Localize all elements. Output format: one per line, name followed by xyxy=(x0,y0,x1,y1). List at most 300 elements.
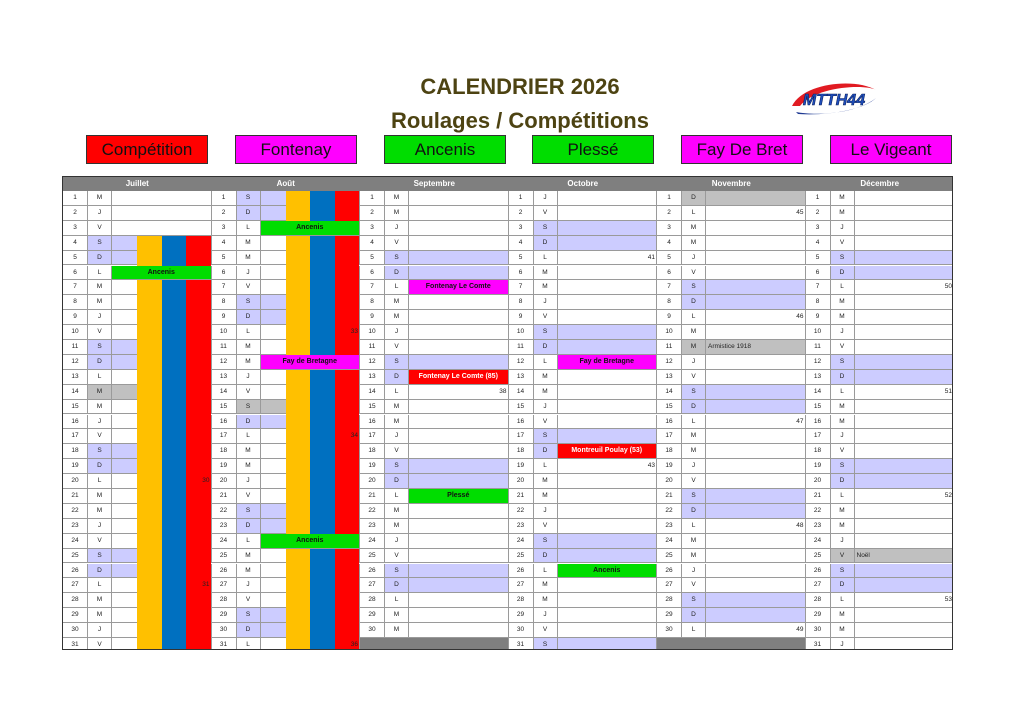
day-number: 4 xyxy=(212,236,237,251)
day-event-cell xyxy=(558,385,658,400)
holiday-note: Armistice 1918 xyxy=(708,343,751,350)
day-event-cell xyxy=(558,519,658,534)
day-event-cell xyxy=(855,623,954,638)
day-event-cell xyxy=(855,251,954,266)
day-event-cell xyxy=(855,415,954,430)
week-number: 52 xyxy=(944,492,952,499)
day-event-cell xyxy=(409,310,509,325)
day-event-cell xyxy=(706,608,806,623)
day-letter: L xyxy=(534,459,558,474)
day-number: 26 xyxy=(63,564,88,579)
day-letter: V xyxy=(682,266,706,281)
day-number: 17 xyxy=(63,429,88,444)
day-letter: S xyxy=(534,221,558,236)
day-number: 29 xyxy=(360,608,385,623)
day-number: 26 xyxy=(212,564,237,579)
day-number: 28 xyxy=(63,593,88,608)
day-number: 14 xyxy=(63,385,88,400)
day-event-cell xyxy=(855,638,954,650)
day-number: 19 xyxy=(63,459,88,474)
title-line-2: Roulages / Compétitions xyxy=(391,108,649,133)
day-number: 8 xyxy=(657,295,682,310)
day-number: 9 xyxy=(509,310,534,325)
day-event-cell xyxy=(558,534,658,549)
day-number: 24 xyxy=(212,534,237,549)
day-letter: D xyxy=(385,266,409,281)
day-letter: L xyxy=(831,489,855,504)
day-letter: M xyxy=(88,400,112,415)
day-event-cell xyxy=(558,221,658,236)
day-number: 24 xyxy=(360,534,385,549)
day-event-cell xyxy=(558,578,658,593)
day-letter: M xyxy=(831,310,855,325)
day-number: 9 xyxy=(360,310,385,325)
day-number: 29 xyxy=(212,608,237,623)
day-number: 13 xyxy=(360,370,385,385)
day-event-cell xyxy=(706,325,806,340)
day-letter: M xyxy=(88,608,112,623)
day-event-cell xyxy=(558,474,658,489)
day-letter: S xyxy=(237,504,261,519)
day-letter: S xyxy=(534,534,558,549)
day-event-cell xyxy=(855,355,954,370)
day-number: 15 xyxy=(806,400,831,415)
legend-item-3: Plessé xyxy=(532,135,654,164)
day-number: 9 xyxy=(806,310,831,325)
day-letter: J xyxy=(831,638,855,650)
day-number: 1 xyxy=(657,191,682,206)
day-event-cell xyxy=(706,444,806,459)
day-number: 18 xyxy=(657,444,682,459)
day-number: 17 xyxy=(657,429,682,444)
day-event-cell xyxy=(706,355,806,370)
day-number: 3 xyxy=(657,221,682,236)
day-number: 19 xyxy=(509,459,534,474)
day-number: 10 xyxy=(212,325,237,340)
day-number: 29 xyxy=(509,608,534,623)
day-event-cell xyxy=(409,504,509,519)
day-letter: M xyxy=(88,295,112,310)
event-label: Ancenis xyxy=(261,534,361,549)
day-letter: D xyxy=(385,474,409,489)
day-letter: M xyxy=(385,519,409,534)
day-letter: D xyxy=(237,310,261,325)
day-number: 7 xyxy=(63,280,88,295)
day-number: 27 xyxy=(509,578,534,593)
day-number: 30 xyxy=(360,623,385,638)
day-number: 22 xyxy=(657,504,682,519)
day-letter: M xyxy=(385,295,409,310)
day-letter: D xyxy=(237,623,261,638)
day-letter: V xyxy=(682,578,706,593)
day-letter: M xyxy=(831,608,855,623)
day-number: 20 xyxy=(657,474,682,489)
day-letter: J xyxy=(534,608,558,623)
title-line-1: CALENDRIER 2026 xyxy=(420,74,620,99)
day-letter: S xyxy=(682,489,706,504)
day-letter: J xyxy=(385,325,409,340)
event-label: Ancenis xyxy=(261,221,361,236)
day-number: 26 xyxy=(657,564,682,579)
day-letter: J xyxy=(682,564,706,579)
day-number: 2 xyxy=(63,206,88,221)
week-number: 41 xyxy=(647,253,655,261)
day-event-cell xyxy=(855,266,954,281)
day-event-cell xyxy=(409,355,509,370)
day-letter: V xyxy=(385,444,409,459)
day-event-cell xyxy=(409,429,509,444)
day-number: 27 xyxy=(806,578,831,593)
day-event-cell xyxy=(855,191,954,206)
day-letter: L xyxy=(385,385,409,400)
day-event-cell xyxy=(558,429,658,444)
day-event-cell xyxy=(855,564,954,579)
day-number: 30 xyxy=(212,623,237,638)
day-event-cell xyxy=(409,221,509,236)
day-letter: J xyxy=(385,221,409,236)
day-event-cell xyxy=(558,310,658,325)
day-number: 28 xyxy=(509,593,534,608)
day-event-cell xyxy=(112,221,212,236)
day-letter: M xyxy=(831,191,855,206)
day-letter: M xyxy=(534,474,558,489)
day-letter: D xyxy=(831,370,855,385)
day-event-cell xyxy=(409,325,509,340)
day-letter: L xyxy=(682,310,706,325)
day-letter: L xyxy=(237,325,261,340)
day-letter: L xyxy=(831,385,855,400)
day-letter: S xyxy=(237,191,261,206)
day-number: 15 xyxy=(657,400,682,415)
day-event-cell xyxy=(409,206,509,221)
day-number: 21 xyxy=(212,489,237,504)
day-number: 26 xyxy=(509,564,534,579)
week-number: 43 xyxy=(647,462,655,470)
day-letter: J xyxy=(237,266,261,281)
day-number: 10 xyxy=(360,325,385,340)
day-number: 8 xyxy=(212,295,237,310)
day-number: 16 xyxy=(360,415,385,430)
day-number: 21 xyxy=(360,489,385,504)
day-letter: V xyxy=(682,474,706,489)
day-event-cell xyxy=(855,459,954,474)
day-number: 16 xyxy=(63,415,88,430)
day-letter: J xyxy=(88,310,112,325)
day-letter: M xyxy=(682,236,706,251)
event-label: Ancenis xyxy=(112,266,212,281)
calendar-grid xyxy=(62,176,953,650)
day-letter: V xyxy=(831,236,855,251)
day-number: 2 xyxy=(360,206,385,221)
day-letter: D xyxy=(534,236,558,251)
day-number: 14 xyxy=(509,385,534,400)
day-number: 2 xyxy=(212,206,237,221)
day-number: 14 xyxy=(657,385,682,400)
day-number: 24 xyxy=(509,534,534,549)
day-event-cell xyxy=(409,266,509,281)
event-label: Fay de Bretagne xyxy=(558,355,658,370)
day-letter: M xyxy=(534,385,558,400)
day-number: 22 xyxy=(806,504,831,519)
day-letter: V xyxy=(88,638,112,650)
day-letter: S xyxy=(88,444,112,459)
day-letter: S xyxy=(534,429,558,444)
logo-text: MTTH44 xyxy=(802,92,866,109)
day-number: 3 xyxy=(212,221,237,236)
day-number: 24 xyxy=(63,534,88,549)
day-number: 20 xyxy=(360,474,385,489)
day-letter: M xyxy=(237,564,261,579)
day-letter: S xyxy=(88,549,112,564)
day-letter: M xyxy=(534,280,558,295)
day-number: 4 xyxy=(806,236,831,251)
day-letter: V xyxy=(237,489,261,504)
day-letter: J xyxy=(237,578,261,593)
day-letter: S xyxy=(237,295,261,310)
week-number: 46 xyxy=(796,313,804,321)
day-event-cell xyxy=(558,504,658,519)
day-number: 10 xyxy=(509,325,534,340)
day-letter: D xyxy=(88,251,112,266)
day-event-cell xyxy=(706,191,806,206)
day-letter: L xyxy=(88,266,112,281)
week-number: 48 xyxy=(796,521,804,529)
day-event-cell xyxy=(558,191,658,206)
day-letter: D xyxy=(682,400,706,415)
day-number: 7 xyxy=(657,280,682,295)
day-number: 27 xyxy=(212,578,237,593)
day-number: 3 xyxy=(360,221,385,236)
day-letter: J xyxy=(831,221,855,236)
week-number: 34 xyxy=(350,432,358,440)
day-letter: L xyxy=(682,415,706,430)
day-number: 22 xyxy=(212,504,237,519)
day-letter: D xyxy=(831,578,855,593)
day-number: 14 xyxy=(806,385,831,400)
day-number: 4 xyxy=(63,236,88,251)
day-letter: L xyxy=(385,489,409,504)
day-letter: D xyxy=(237,206,261,221)
day-event-cell xyxy=(558,608,658,623)
day-number: 18 xyxy=(212,444,237,459)
day-letter: M xyxy=(385,400,409,415)
legend-item-5: Le Vigeant xyxy=(830,135,952,164)
week-number: 50 xyxy=(944,283,952,291)
day-letter: M xyxy=(534,370,558,385)
day-number: 13 xyxy=(63,370,88,385)
day-event-cell xyxy=(706,564,806,579)
day-event-cell xyxy=(409,564,509,579)
day-letter: S xyxy=(682,385,706,400)
day-number: 23 xyxy=(63,519,88,534)
day-number: 6 xyxy=(212,266,237,281)
day-number: 19 xyxy=(806,459,831,474)
day-event-cell xyxy=(558,266,658,281)
day-event-cell xyxy=(409,295,509,310)
day-letter: M xyxy=(682,221,706,236)
day-event-cell xyxy=(558,236,658,251)
day-letter: S xyxy=(831,251,855,266)
day-number: 29 xyxy=(806,608,831,623)
week-number: 36 xyxy=(350,641,358,648)
day-event-cell xyxy=(706,534,806,549)
day-number: 11 xyxy=(657,340,682,355)
day-number: 14 xyxy=(360,385,385,400)
day-number: 12 xyxy=(360,355,385,370)
day-letter: L xyxy=(682,623,706,638)
day-letter: J xyxy=(534,191,558,206)
day-number: 31 xyxy=(212,638,237,650)
day-event-cell xyxy=(706,593,806,608)
day-letter: D xyxy=(237,519,261,534)
day-letter: D xyxy=(682,504,706,519)
band-red xyxy=(335,191,360,650)
day-number: 12 xyxy=(657,355,682,370)
day-event-cell xyxy=(706,578,806,593)
day-letter: D xyxy=(682,191,706,206)
day-number: 9 xyxy=(63,310,88,325)
day-number: 17 xyxy=(360,429,385,444)
day-number: 15 xyxy=(212,400,237,415)
day-letter: J xyxy=(385,534,409,549)
day-letter: M xyxy=(682,549,706,564)
day-number: 16 xyxy=(657,415,682,430)
day-letter: L xyxy=(237,221,261,236)
day-number: 27 xyxy=(360,578,385,593)
day-letter: V xyxy=(385,549,409,564)
day-event-cell xyxy=(855,400,954,415)
day-event-cell xyxy=(409,191,509,206)
day-number: 15 xyxy=(509,400,534,415)
empty-day xyxy=(360,638,509,650)
day-event-cell xyxy=(558,638,658,650)
day-letter: M xyxy=(385,310,409,325)
day-letter: V xyxy=(88,221,112,236)
day-number: 19 xyxy=(360,459,385,474)
day-letter: M xyxy=(682,340,706,355)
day-letter: M xyxy=(385,623,409,638)
band-blue xyxy=(310,191,335,650)
day-letter: M xyxy=(88,191,112,206)
day-event-cell xyxy=(706,370,806,385)
day-number: 17 xyxy=(509,429,534,444)
day-number: 25 xyxy=(509,549,534,564)
day-number: 22 xyxy=(360,504,385,519)
day-event-cell xyxy=(706,549,806,564)
day-event-cell xyxy=(558,280,658,295)
day-letter: V xyxy=(682,370,706,385)
day-letter: J xyxy=(831,429,855,444)
day-letter: S xyxy=(385,355,409,370)
day-letter: V xyxy=(237,593,261,608)
day-letter: L xyxy=(237,429,261,444)
day-event-cell xyxy=(855,221,954,236)
day-number: 30 xyxy=(63,623,88,638)
day-letter: M xyxy=(831,504,855,519)
day-letter: M xyxy=(88,280,112,295)
day-number: 13 xyxy=(509,370,534,385)
day-letter: M xyxy=(831,295,855,310)
day-number: 27 xyxy=(657,578,682,593)
day-event-cell xyxy=(409,534,509,549)
day-number: 10 xyxy=(657,325,682,340)
day-number: 23 xyxy=(509,519,534,534)
day-letter: M xyxy=(682,444,706,459)
day-letter: S xyxy=(831,459,855,474)
day-number: 21 xyxy=(63,489,88,504)
day-event-cell xyxy=(409,578,509,593)
day-letter: M xyxy=(831,206,855,221)
day-letter: L xyxy=(534,564,558,579)
day-number: 18 xyxy=(360,444,385,459)
day-letter: D xyxy=(88,564,112,579)
day-number: 25 xyxy=(360,549,385,564)
week-number: 38 xyxy=(499,387,507,395)
day-letter: M xyxy=(534,593,558,608)
day-event-cell xyxy=(409,593,509,608)
day-event-cell xyxy=(409,519,509,534)
legend-item-4: Fay De Bret xyxy=(681,135,803,164)
day-number: 11 xyxy=(63,340,88,355)
day-event-cell xyxy=(558,295,658,310)
day-event-cell xyxy=(558,489,658,504)
day-event-cell xyxy=(855,519,954,534)
legend-item-0: Compétition xyxy=(86,135,208,164)
day-letter: M xyxy=(237,340,261,355)
day-number: 20 xyxy=(63,474,88,489)
event-label: Plessé xyxy=(409,489,509,504)
day-letter: J xyxy=(88,519,112,534)
day-number: 6 xyxy=(63,266,88,281)
day-number: 11 xyxy=(509,340,534,355)
day-number: 12 xyxy=(806,355,831,370)
day-number: 28 xyxy=(212,593,237,608)
empty-day xyxy=(657,638,806,650)
day-letter: M xyxy=(385,206,409,221)
day-letter: L xyxy=(88,578,112,593)
day-letter: V xyxy=(534,206,558,221)
day-letter: M xyxy=(385,191,409,206)
day-letter: D xyxy=(831,474,855,489)
day-number: 2 xyxy=(806,206,831,221)
day-number: 21 xyxy=(657,489,682,504)
month-header: Août xyxy=(212,177,361,191)
day-letter: M xyxy=(682,429,706,444)
day-event-cell xyxy=(558,549,658,564)
day-letter: S xyxy=(88,236,112,251)
week-number: 31 xyxy=(202,581,210,589)
day-event-cell xyxy=(855,578,954,593)
day-event-cell xyxy=(558,593,658,608)
day-number: 29 xyxy=(657,608,682,623)
day-letter: M xyxy=(831,519,855,534)
day-number: 8 xyxy=(360,295,385,310)
month-header: Novembre xyxy=(657,177,806,191)
day-letter: M xyxy=(385,415,409,430)
day-letter: L xyxy=(237,638,261,650)
day-number: 1 xyxy=(509,191,534,206)
day-number: 7 xyxy=(212,280,237,295)
day-letter: S xyxy=(237,608,261,623)
day-number: 16 xyxy=(509,415,534,430)
day-number: 8 xyxy=(509,295,534,310)
day-letter: D xyxy=(88,355,112,370)
day-event-cell xyxy=(706,251,806,266)
day-event-cell xyxy=(409,236,509,251)
day-letter: M xyxy=(385,504,409,519)
day-letter: L xyxy=(534,251,558,266)
day-letter: L xyxy=(534,355,558,370)
